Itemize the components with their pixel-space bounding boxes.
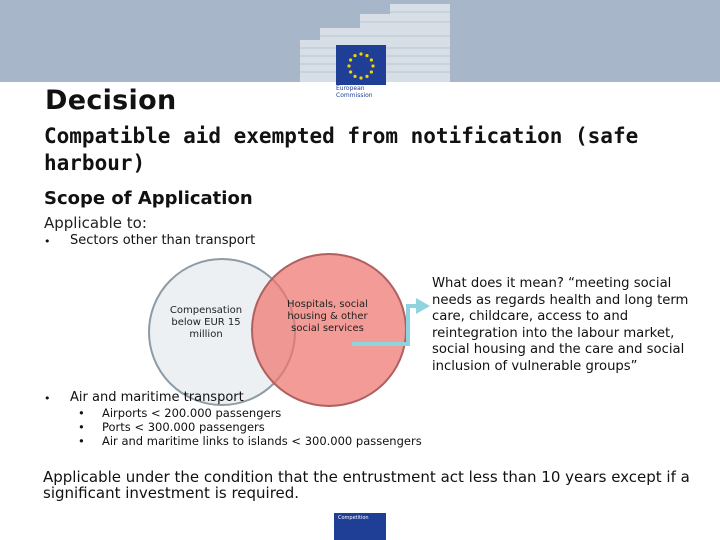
explanation-text: What does it mean? “meeting social needs as regards health and long term care, childcare, access to and reintegration into the labour market, social housing and the care and social inclusion of vulnerable groups” — [432, 276, 689, 374]
logo-text-line1: European — [336, 85, 365, 92]
list-item — [78, 406, 422, 420]
venn-left-label: Compensation below EUR 15 million — [169, 305, 243, 340]
bullet-item-sectors: Sectors other than transport — [70, 233, 256, 248]
bullet-marker: • — [78, 406, 85, 420]
logo-text — [336, 85, 373, 99]
applicable-label: Applicable to: — [44, 214, 147, 232]
sub-bullet-list — [78, 406, 422, 448]
sub-bullet-text: Ports < 300.000 passengers — [102, 420, 265, 434]
eu-flag-logo — [336, 45, 386, 85]
scope-heading: Scope of Application — [44, 188, 253, 209]
slide-title: Decision — [45, 85, 177, 116]
sub-bullet-text: Air and maritime links to islands < 300.000 passengers — [102, 434, 422, 448]
list-item — [78, 420, 422, 434]
eu-stars-icon — [336, 45, 386, 85]
bullet-marker: • — [78, 420, 85, 434]
slide-subtitle: Compatible aid exempted from notification (safe harbour) — [44, 124, 639, 175]
bullet-marker: • — [44, 235, 51, 248]
bullet-marker: • — [78, 434, 85, 448]
footer-label: Competition — [338, 515, 369, 521]
bullet-item-transport: Air and maritime transport — [70, 390, 244, 405]
condition-text: Applicable under the condition that the entrustment act less than 10 years except if a significant investment is required. — [43, 468, 690, 502]
bullet-marker: • — [44, 392, 51, 405]
logo-text-line2: Commission — [336, 92, 373, 99]
arrow-head-icon — [416, 298, 430, 314]
venn-right-label: Hospitals, social housing & other social services — [287, 299, 368, 334]
sub-bullet-text: Airports < 200.000 passengers — [102, 406, 282, 420]
list-item — [78, 434, 422, 448]
